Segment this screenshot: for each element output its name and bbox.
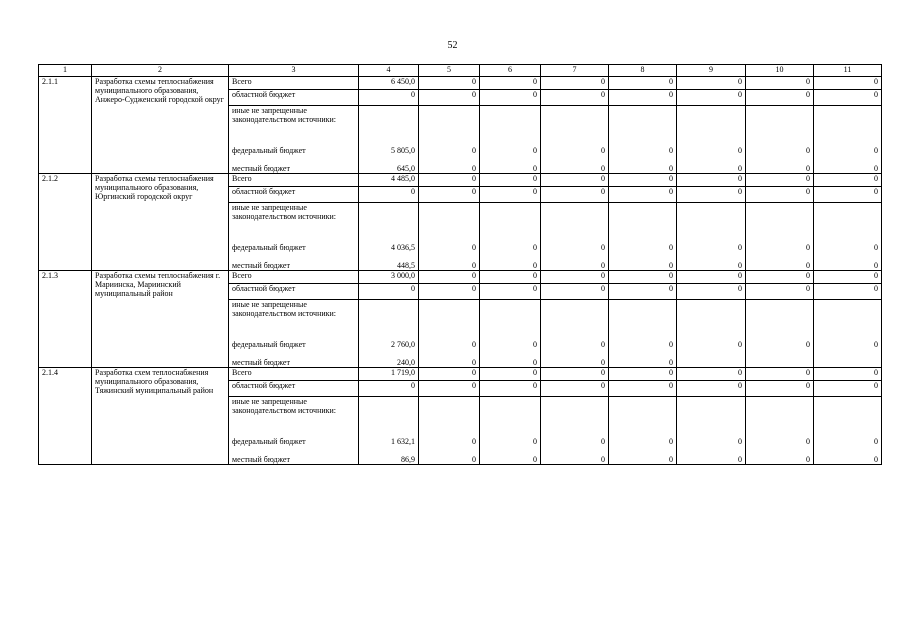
amount-cell: 0: [609, 368, 677, 381]
amount-cell: 0: [541, 156, 609, 174]
amount-cell: 0: [746, 140, 814, 156]
funding-source: местный бюджет: [229, 350, 359, 368]
amount-cell: 0: [480, 174, 541, 187]
amount-cell: 0: [814, 447, 882, 465]
amount-cell: 0: [746, 271, 814, 284]
amount-cell: 0: [419, 174, 480, 187]
amount-cell: 0: [746, 90, 814, 106]
amount-cell: [609, 203, 677, 237]
funding-source: областной бюджет: [229, 187, 359, 203]
amount-cell: 3 000,0: [359, 271, 419, 284]
amount-cell: 0: [677, 140, 746, 156]
amount-cell: 0: [419, 447, 480, 465]
amount-cell: 0: [814, 237, 882, 253]
amount-cell: 0: [677, 284, 746, 300]
amount-cell: [359, 203, 419, 237]
amount-cell: 0: [419, 368, 480, 381]
amount-cell: [677, 300, 746, 334]
amount-cell: 0: [541, 253, 609, 271]
amount-cell: 0: [609, 350, 677, 368]
funding-source: местный бюджет: [229, 253, 359, 271]
amount-cell: 0: [609, 187, 677, 203]
amount-cell: 0: [814, 174, 882, 187]
amount-cell: 0: [480, 253, 541, 271]
amount-cell: 0: [609, 174, 677, 187]
amount-cell: 0: [541, 368, 609, 381]
amount-cell: 0: [359, 187, 419, 203]
amount-cell: 0: [609, 140, 677, 156]
table-body: [39, 77, 882, 465]
amount-cell: 0: [541, 381, 609, 397]
amount-cell: 0: [609, 253, 677, 271]
amount-cell: 0: [480, 334, 541, 350]
amount-cell: 0: [746, 381, 814, 397]
amount-cell: 0: [814, 431, 882, 447]
amount-cell: 4 485,0: [359, 174, 419, 187]
amount-cell: 0: [814, 156, 882, 174]
amount-cell: 0: [677, 187, 746, 203]
amount-cell: 0: [677, 90, 746, 106]
amount-cell: [541, 203, 609, 237]
amount-cell: [677, 106, 746, 140]
amount-cell: 0: [677, 237, 746, 253]
amount-cell: 0: [480, 237, 541, 253]
amount-cell: [609, 106, 677, 140]
item-name: Разработка схемы теплоснабжения муниципального образования, Юргинский городской округ: [92, 174, 229, 271]
table-row: [39, 77, 882, 90]
amount-cell: 0: [359, 381, 419, 397]
amount-cell: 0: [480, 271, 541, 284]
amount-cell: 0: [480, 140, 541, 156]
amount-cell: [677, 350, 746, 368]
amount-cell: 0: [359, 284, 419, 300]
budget-table: [38, 64, 882, 465]
funding-source: федеральный бюджет: [229, 431, 359, 447]
amount-cell: 0: [746, 284, 814, 300]
amount-cell: 86,9: [359, 447, 419, 465]
item-code: 2.1.4: [39, 368, 92, 465]
column-header: 8: [609, 65, 677, 77]
amount-cell: [609, 397, 677, 431]
amount-cell: 1 632,1: [359, 431, 419, 447]
funding-source: областной бюджет: [229, 381, 359, 397]
amount-cell: [746, 203, 814, 237]
amount-cell: 448,5: [359, 253, 419, 271]
column-header: 5: [419, 65, 480, 77]
amount-cell: 0: [814, 140, 882, 156]
amount-cell: [541, 397, 609, 431]
amount-cell: 0: [541, 174, 609, 187]
amount-cell: 0: [359, 90, 419, 106]
amount-cell: 0: [609, 77, 677, 90]
amount-cell: 0: [746, 447, 814, 465]
amount-cell: [609, 300, 677, 334]
amount-cell: 0: [746, 368, 814, 381]
amount-cell: [677, 203, 746, 237]
funding-source: федеральный бюджет: [229, 237, 359, 253]
amount-cell: 0: [419, 77, 480, 90]
column-header: 6: [480, 65, 541, 77]
funding-source: иные не запрещенные законодательством источники:: [229, 106, 359, 140]
amount-cell: [359, 397, 419, 431]
amount-cell: 0: [814, 187, 882, 203]
amount-cell: 0: [480, 447, 541, 465]
amount-cell: 0: [609, 284, 677, 300]
amount-cell: 0: [419, 381, 480, 397]
amount-cell: [541, 300, 609, 334]
column-header: 4: [359, 65, 419, 77]
item-code: 2.1.3: [39, 271, 92, 368]
funding-source: местный бюджет: [229, 447, 359, 465]
amount-cell: 0: [541, 77, 609, 90]
amount-cell: 0: [419, 140, 480, 156]
amount-cell: [480, 106, 541, 140]
amount-cell: 0: [814, 334, 882, 350]
amount-cell: 0: [419, 237, 480, 253]
amount-cell: 0: [814, 253, 882, 271]
amount-cell: 0: [541, 334, 609, 350]
funding-source: местный бюджет: [229, 156, 359, 174]
amount-cell: 0: [677, 174, 746, 187]
amount-cell: 0: [419, 253, 480, 271]
amount-cell: 0: [480, 187, 541, 203]
amount-cell: 0: [541, 90, 609, 106]
amount-cell: 0: [419, 156, 480, 174]
amount-cell: [677, 397, 746, 431]
amount-cell: 0: [677, 334, 746, 350]
amount-cell: 0: [609, 156, 677, 174]
amount-cell: [814, 300, 882, 334]
amount-cell: 0: [746, 431, 814, 447]
amount-cell: 0: [480, 368, 541, 381]
amount-cell: 0: [677, 368, 746, 381]
amount-cell: 4 036,5: [359, 237, 419, 253]
amount-cell: 0: [677, 253, 746, 271]
amount-cell: [480, 300, 541, 334]
amount-cell: 0: [609, 237, 677, 253]
amount-cell: 0: [814, 284, 882, 300]
amount-cell: 0: [609, 90, 677, 106]
amount-cell: 0: [419, 334, 480, 350]
amount-cell: [419, 300, 480, 334]
amount-cell: 0: [480, 350, 541, 368]
amount-cell: 0: [609, 431, 677, 447]
amount-cell: 0: [814, 271, 882, 284]
table-row: [39, 368, 882, 381]
page-number: 52: [447, 40, 458, 51]
amount-cell: [746, 106, 814, 140]
amount-cell: 0: [814, 368, 882, 381]
amount-cell: [480, 203, 541, 237]
funding-source: Всего: [229, 368, 359, 381]
amount-cell: [419, 106, 480, 140]
amount-cell: 0: [814, 90, 882, 106]
funding-source: иные не запрещенные законодательством источники:: [229, 300, 359, 334]
amount-cell: [480, 397, 541, 431]
amount-cell: 0: [677, 156, 746, 174]
column-header: 3: [229, 65, 359, 77]
amount-cell: 0: [746, 187, 814, 203]
amount-cell: [359, 106, 419, 140]
table-row: [39, 271, 882, 284]
amount-cell: [814, 397, 882, 431]
amount-cell: 645,0: [359, 156, 419, 174]
funding-source: федеральный бюджет: [229, 140, 359, 156]
amount-cell: 0: [609, 381, 677, 397]
funding-source: областной бюджет: [229, 90, 359, 106]
amount-cell: 0: [746, 237, 814, 253]
column-header: 7: [541, 65, 609, 77]
amount-cell: 0: [541, 271, 609, 284]
amount-cell: 0: [746, 174, 814, 187]
item-name: Разработка схемы теплоснабжения муниципального образования, Анжеро-Судженский городской округ: [92, 77, 229, 174]
amount-cell: 0: [677, 77, 746, 90]
amount-cell: 6 450,0: [359, 77, 419, 90]
amount-cell: 0: [677, 431, 746, 447]
amount-cell: 0: [480, 90, 541, 106]
item-code: 2.1.1: [39, 77, 92, 174]
amount-cell: 0: [541, 447, 609, 465]
amount-cell: [814, 203, 882, 237]
amount-cell: 0: [541, 187, 609, 203]
column-header: 10: [746, 65, 814, 77]
amount-cell: 0: [746, 253, 814, 271]
amount-cell: 1 719,0: [359, 368, 419, 381]
item-name: Разработка схемы теплоснабжения г. Мариинска, Мариинский муниципальный район: [92, 271, 229, 368]
amount-cell: [814, 350, 882, 368]
funding-source: иные не запрещенные законодательством источники:: [229, 397, 359, 431]
amount-cell: [359, 300, 419, 334]
amount-cell: 0: [677, 381, 746, 397]
column-header: 9: [677, 65, 746, 77]
funding-source: Всего: [229, 271, 359, 284]
amount-cell: 0: [541, 350, 609, 368]
header-row: [39, 65, 882, 77]
amount-cell: [419, 397, 480, 431]
amount-cell: [746, 397, 814, 431]
amount-cell: 5 805,0: [359, 140, 419, 156]
funding-source: Всего: [229, 77, 359, 90]
amount-cell: 2 760,0: [359, 334, 419, 350]
amount-cell: 0: [419, 187, 480, 203]
amount-cell: 0: [609, 271, 677, 284]
amount-cell: 240,0: [359, 350, 419, 368]
amount-cell: 0: [677, 447, 746, 465]
amount-cell: 0: [609, 447, 677, 465]
amount-cell: [746, 350, 814, 368]
amount-cell: 0: [746, 334, 814, 350]
amount-cell: [541, 106, 609, 140]
amount-cell: 0: [419, 350, 480, 368]
funding-source: федеральный бюджет: [229, 334, 359, 350]
column-header: 11: [814, 65, 882, 77]
amount-cell: 0: [419, 284, 480, 300]
amount-cell: 0: [677, 271, 746, 284]
amount-cell: 0: [541, 431, 609, 447]
amount-cell: 0: [541, 140, 609, 156]
amount-cell: 0: [480, 77, 541, 90]
item-name: Разработка схем теплоснабжения муниципального образования, Тяжинский муниципальный район: [92, 368, 229, 465]
amount-cell: 0: [480, 284, 541, 300]
amount-cell: 0: [419, 90, 480, 106]
amount-cell: 0: [480, 156, 541, 174]
amount-cell: 0: [746, 77, 814, 90]
amount-cell: [419, 203, 480, 237]
amount-cell: 0: [480, 381, 541, 397]
amount-cell: [814, 106, 882, 140]
item-code: 2.1.2: [39, 174, 92, 271]
table-row: [39, 174, 882, 187]
funding-source: областной бюджет: [229, 284, 359, 300]
amount-cell: [746, 300, 814, 334]
amount-cell: 0: [419, 431, 480, 447]
funding-source: иные не запрещенные законодательством источники:: [229, 203, 359, 237]
amount-cell: 0: [746, 156, 814, 174]
column-header: 1: [39, 65, 92, 77]
amount-cell: 0: [541, 237, 609, 253]
amount-cell: 0: [541, 284, 609, 300]
column-header: 2: [92, 65, 229, 77]
funding-source: Всего: [229, 174, 359, 187]
amount-cell: 0: [480, 431, 541, 447]
amount-cell: 0: [814, 77, 882, 90]
amount-cell: 0: [419, 271, 480, 284]
amount-cell: 0: [814, 381, 882, 397]
amount-cell: 0: [609, 334, 677, 350]
